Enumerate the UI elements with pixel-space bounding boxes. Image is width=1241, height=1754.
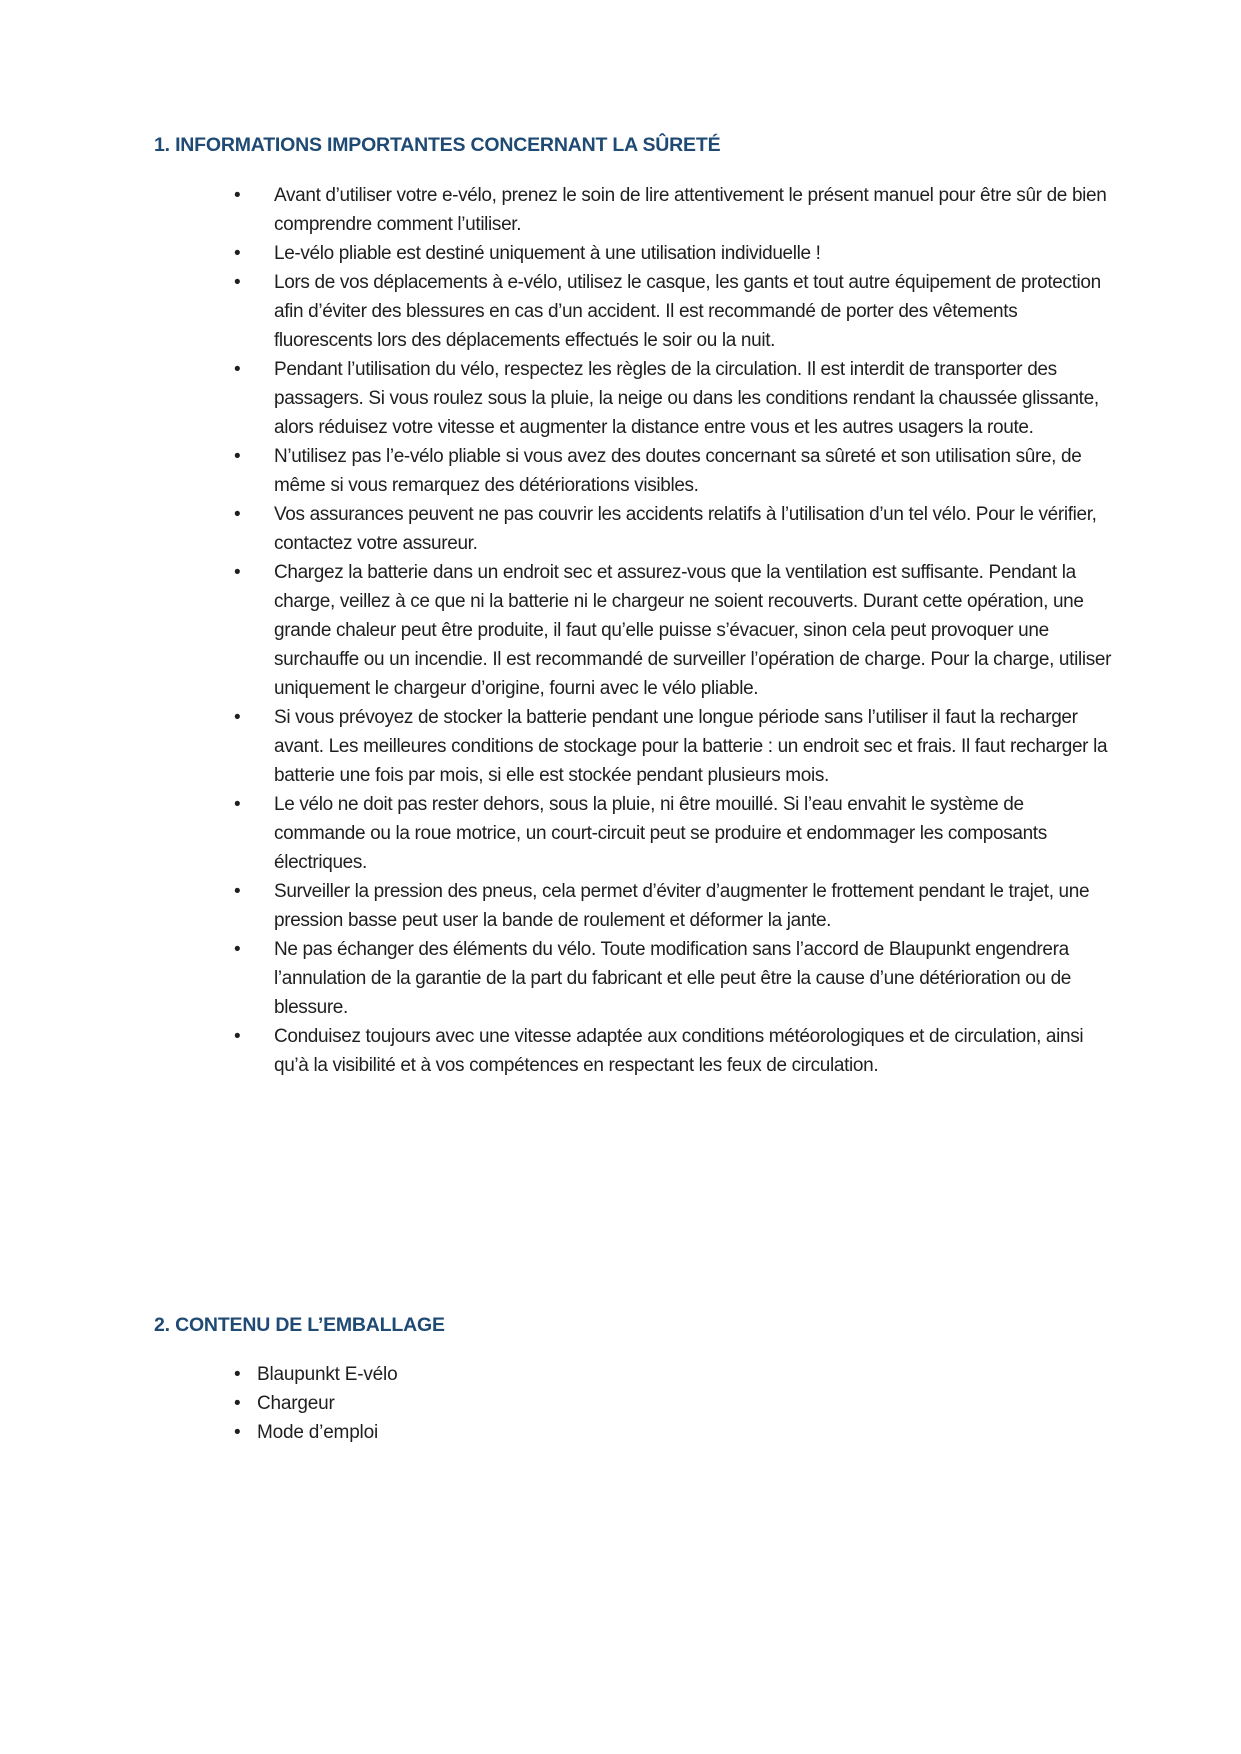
safety-item: • Le-vélo pliable est destiné uniquement à une utilisation individuelle ! <box>232 239 1112 268</box>
safety-item: • Ne pas échanger des éléments du vélo. Toute modification sans l’accord de Blaupunkt engendrera l’annulation de la garantie de la part du fabricant et elle peut être la cause d’une détérioration ou de blessure. <box>232 935 1112 1022</box>
package-contents-list <box>232 1360 397 1447</box>
safety-item: • Si vous prévoyez de stocker la batterie pendant une longue période sans l’utiliser il faut la recharger avant. Les meilleures conditions de stockage pour la batterie : un endroit sec et frais. Il faut recharger la batterie une fois par mois, si elle est stockée pendant plusieurs mois. <box>232 703 1112 790</box>
package-item: • Blaupunkt E-vélo <box>232 1360 397 1389</box>
safety-item: • N’utilisez pas l’e-vélo pliable si vous avez des doutes concernant sa sûreté et son utilisation sûre, de même si vous remarquez des détériorations visibles. <box>232 442 1112 500</box>
safety-list <box>232 181 1112 1080</box>
safety-item: • Avant d’utiliser votre e-vélo, prenez le soin de lire attentivement le présent manuel pour être sûr de bien comprendre comment l’utiliser. <box>232 181 1112 239</box>
safety-item: • Pendant l’utilisation du vélo, respectez les règles de la circulation. Il est interdit de transporter des passagers. Si vous roulez sous la pluie, la neige ou dans les conditions rendant la chaussée glissante, alors réduisez votre vitesse et augmenter la distance entre vous et les autres usagers la route. <box>232 355 1112 442</box>
safety-item: • Chargez la batterie dans un endroit sec et assurez-vous que la ventilation est suffisante. Pendant la charge, veillez à ce que ni la batterie ni le chargeur ne soient recouverts. Durant cette opération, une grande chaleur peut être produite, il faut qu’elle puisse s’évacuer, sinon cela peut provoquer une surchauffe ou un incendie. Il est recommandé de surveiller l’opération de charge. Pour la charge, utiliser uniquement le chargeur d’origine, fourni avec le vélo pliable. <box>232 558 1112 703</box>
package-item: • Mode d’emploi <box>232 1418 397 1447</box>
safety-item: • Lors de vos déplacements à e-vélo, utilisez le casque, les gants et tout autre équipement de protection afin d’éviter des blessures en cas d’un accident. Il est recommandé de porter des vêtements fluorescents lors des déplacements effectués le soir ou la nuit. <box>232 268 1112 355</box>
package-item: • Chargeur <box>232 1389 397 1418</box>
safety-item: • Conduisez toujours avec une vitesse adaptée aux conditions météorologiques et de circulation, ainsi qu’à la visibilité et à vos compétences en respectant les feux de circulation. <box>232 1022 1112 1080</box>
safety-item: • Surveiller la pression des pneus, cela permet d’éviter d’augmenter le frottement pendant le trajet, une pression basse peut user la bande de roulement et déformer la jante. <box>232 877 1112 935</box>
section-title-safety: 1. INFORMATIONS IMPORTANTES CONCERNANT LA SÛRETÉ <box>154 134 721 156</box>
safety-item: • Le vélo ne doit pas rester dehors, sous la pluie, ni être mouillé. Si l’eau envahit le système de commande ou la roue motrice, un court-circuit peut se produire et endommager les composants électriques. <box>232 790 1112 877</box>
safety-item: • Vos assurances peuvent ne pas couvrir les accidents relatifs à l’utilisation d’un tel vélo. Pour le vérifier, contactez votre assureur. <box>232 500 1112 558</box>
section-title-package-contents: 2. CONTENU DE L’EMBALLAGE <box>154 1314 445 1336</box>
